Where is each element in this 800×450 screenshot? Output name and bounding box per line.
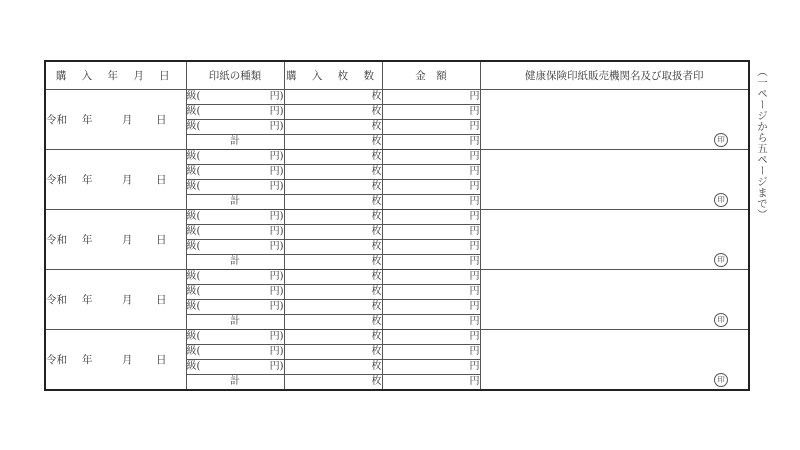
yen-label: 円) [269,211,284,222]
grade-label: 級( [186,241,201,252]
seller-field[interactable] [480,330,749,391]
header-row [45,61,749,90]
qty-field[interactable]: 枚 [284,180,382,195]
grade-label: 級( [186,151,201,162]
stamp-grade-field[interactable] [186,240,284,255]
purchase-date-field[interactable] [45,150,186,210]
qty-field[interactable]: 枚 [284,120,382,135]
purchase-entry-group [45,210,749,270]
purchase-date-field[interactable] [45,270,186,330]
amount-field[interactable]: 円 [382,270,480,285]
qty-field[interactable]: 枚 [284,210,382,225]
amount-field[interactable]: 円 [382,165,480,180]
grade-row [45,270,749,285]
yen-label: 円) [269,91,284,102]
page-range-note: （一ページから五ページまで） [756,66,768,220]
era-label: 令和 [46,353,67,366]
year-label: 年 [82,293,93,306]
amount-field[interactable]: 円 [382,345,480,360]
year-label: 年 [82,173,93,186]
purchase-date-field[interactable] [45,330,186,391]
amount-field[interactable]: 円 [382,240,480,255]
era-label: 令和 [46,113,67,126]
total-amount-field[interactable]: 円 [382,195,480,210]
grade-label: 級( [186,331,201,342]
qty-field[interactable]: 枚 [284,345,382,360]
grade-label: 級( [186,286,201,297]
yen-label: 円) [269,106,284,117]
header-amount: 金 額 [382,61,480,90]
stamp-grade-field[interactable] [186,180,284,195]
grade-label: 級( [186,91,201,102]
total-label: 計 [186,255,284,270]
month-label: 月 [122,353,133,366]
month-label: 月 [122,293,133,306]
qty-field[interactable]: 枚 [284,270,382,285]
grade-label: 級( [186,211,201,222]
stamp-grade-field[interactable] [186,330,284,345]
amount-field[interactable]: 円 [382,300,480,315]
seal-icon: 印 [714,373,728,387]
total-qty-field[interactable]: 枚 [284,375,382,391]
grade-label: 級( [186,166,201,177]
amount-field[interactable]: 円 [382,105,480,120]
day-label: 日 [156,233,167,246]
seal-icon: 印 [714,193,728,207]
stamp-grade-field[interactable] [186,360,284,375]
qty-field[interactable]: 枚 [284,240,382,255]
amount-field[interactable]: 円 [382,150,480,165]
header-seller: 健康保険印紙販売機関名及び取扱者印 [480,61,749,90]
stamp-grade-field[interactable] [186,210,284,225]
day-label: 日 [156,173,167,186]
amount-field[interactable]: 円 [382,225,480,240]
header-stamp-type: 印紙の種類 [186,61,284,90]
era-label: 令和 [46,233,67,246]
seller-field[interactable] [480,210,749,270]
qty-field[interactable]: 枚 [284,330,382,345]
grade-label: 級( [186,121,201,132]
total-label: 計 [186,195,284,210]
header-purchase-qty: 購 入 枚 数 [284,61,382,90]
year-label: 年 [82,353,93,366]
yen-label: 円) [269,331,284,342]
total-qty-field[interactable]: 枚 [284,195,382,210]
purchase-date-field[interactable] [45,210,186,270]
total-qty-field[interactable]: 枚 [284,135,382,150]
stamp-grade-field[interactable] [186,285,284,300]
amount-field[interactable]: 円 [382,330,480,345]
seller-field[interactable] [480,150,749,210]
qty-field[interactable]: 枚 [284,90,382,105]
grade-row [45,210,749,225]
era-label: 令和 [46,293,67,306]
yen-label: 円) [269,286,284,297]
grade-label: 級( [186,106,201,117]
grade-label: 級( [186,361,201,372]
yen-label: 円) [269,181,284,192]
yen-label: 円) [269,271,284,282]
amount-field[interactable]: 円 [382,360,480,375]
stamp-grade-field[interactable] [186,120,284,135]
total-label: 計 [186,315,284,330]
year-label: 年 [82,233,93,246]
yen-label: 円) [269,121,284,132]
purchase-entry-group [45,270,749,330]
year-label: 年 [82,113,93,126]
seller-field[interactable] [480,90,749,150]
grade-label: 級( [186,226,201,237]
stamp-grade-field[interactable] [186,165,284,180]
total-qty-field[interactable]: 枚 [284,255,382,270]
stamp-grade-field[interactable] [186,270,284,285]
amount-field[interactable]: 円 [382,285,480,300]
qty-field[interactable]: 枚 [284,225,382,240]
qty-field[interactable]: 枚 [284,105,382,120]
day-label: 日 [156,113,167,126]
amount-field[interactable]: 円 [382,90,480,105]
purchase-record-table [44,60,750,391]
yen-label: 円) [269,166,284,177]
month-label: 月 [122,173,133,186]
yen-label: 円) [269,226,284,237]
month-label: 月 [122,233,133,246]
stamp-grade-field[interactable] [186,300,284,315]
yen-label: 円) [269,241,284,252]
total-qty-field[interactable]: 枚 [284,315,382,330]
stamp-grade-field[interactable] [186,90,284,105]
month-label: 月 [122,113,133,126]
total-amount-field[interactable]: 円 [382,255,480,270]
stamp-grade-field[interactable] [186,105,284,120]
era-label: 令和 [46,173,67,186]
day-label: 日 [156,353,167,366]
grade-row [45,330,749,345]
seal-icon: 印 [714,253,728,267]
grade-label: 級( [186,346,201,357]
day-label: 日 [156,293,167,306]
total-amount-field[interactable]: 円 [382,135,480,150]
qty-field[interactable]: 枚 [284,360,382,375]
purchase-entry-group [45,330,749,391]
stamp-grade-field[interactable] [186,225,284,240]
qty-field[interactable]: 枚 [284,285,382,300]
grade-row [45,90,749,105]
seal-icon: 印 [714,133,728,147]
purchase-entry-group [45,90,749,150]
amount-field[interactable]: 円 [382,180,480,195]
stamp-grade-field[interactable] [186,345,284,360]
seal-icon: 印 [714,313,728,327]
total-label: 計 [186,135,284,150]
amount-field[interactable]: 円 [382,210,480,225]
grade-label: 級( [186,301,201,312]
yen-label: 円) [269,301,284,312]
stamp-grade-field[interactable] [186,150,284,165]
grade-label: 級( [186,181,201,192]
total-label: 計 [186,375,284,391]
yen-label: 円) [269,151,284,162]
total-amount-field[interactable]: 円 [382,315,480,330]
qty-field[interactable]: 枚 [284,300,382,315]
header-purchase-date: 購 入 年 月 日 [45,61,186,90]
grade-row [45,150,749,165]
purchase-entry-group [45,150,749,210]
grade-label: 級( [186,271,201,282]
qty-field[interactable]: 枚 [284,150,382,165]
seller-field[interactable] [480,270,749,330]
qty-field[interactable]: 枚 [284,165,382,180]
amount-field[interactable]: 円 [382,120,480,135]
yen-label: 円) [269,361,284,372]
purchase-date-field[interactable] [45,90,186,150]
total-amount-field[interactable]: 円 [382,375,480,391]
yen-label: 円) [269,346,284,357]
